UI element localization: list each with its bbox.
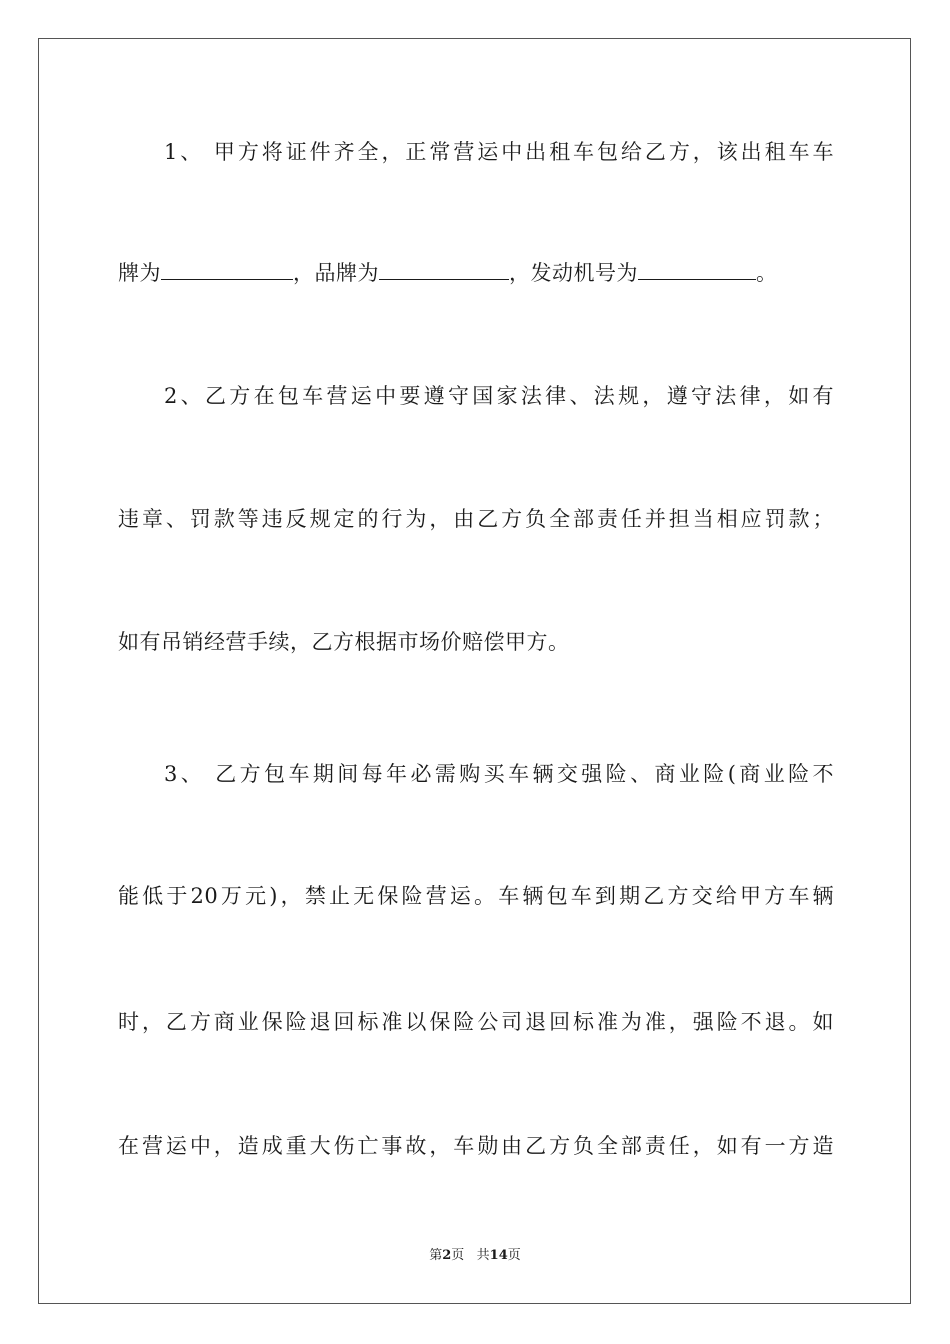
plate-label: 牌为 xyxy=(118,261,161,285)
paragraph-3-line-1: 3、 乙方包车期间每年必需购买车辆交强险、商业险(商业险不 xyxy=(164,762,834,786)
page-border xyxy=(38,38,911,1304)
paragraph-3-line-3: 时，乙方商业保险退回标准以保险公司退回标准为准，强险不退。如 xyxy=(118,1010,834,1034)
paragraph-1-line-1: 1、 甲方将证件齐全，正常营运中出租车包给乙方，该出租车车 xyxy=(164,140,834,164)
paragraph-2-line-2: 违章、罚款等违反规定的行为，由乙方负全部责任并担当相应罚款； xyxy=(118,507,834,531)
footer-mid: 页 共 xyxy=(451,1248,490,1263)
plate-number-blank[interactable] xyxy=(161,259,293,280)
paragraph-2-line-3: 如有吊销经营手续，乙方根据市场价赔偿甲方。 xyxy=(118,630,570,654)
sentence-end: 。 xyxy=(756,261,778,285)
footer-suffix: 页 xyxy=(507,1248,521,1263)
engine-number-blank[interactable] xyxy=(638,259,756,280)
brand-blank[interactable] xyxy=(379,259,509,280)
total-page-count: 14 xyxy=(489,1248,508,1263)
page-footer xyxy=(0,1247,950,1265)
brand-label: ，品牌为 xyxy=(293,261,379,285)
footer-prefix: 第 xyxy=(429,1248,443,1263)
engine-number-label: ，发动机号为 xyxy=(509,261,638,285)
paragraph-2-line-1: 2、乙方在包车营运中要遵守国家法律、法规，遵守法律，如有 xyxy=(164,384,834,408)
paragraph-3-line-2: 能低于20万元)，禁止无保险营运。车辆包车到期乙方交给甲方车辆 xyxy=(118,884,834,908)
paragraph-3-line-4: 在营运中，造成重大伤亡事故，车勋由乙方负全部责任，如有一方造 xyxy=(118,1134,834,1158)
current-page-number: 2 xyxy=(442,1248,452,1263)
paragraph-1-line-2 xyxy=(118,258,834,288)
